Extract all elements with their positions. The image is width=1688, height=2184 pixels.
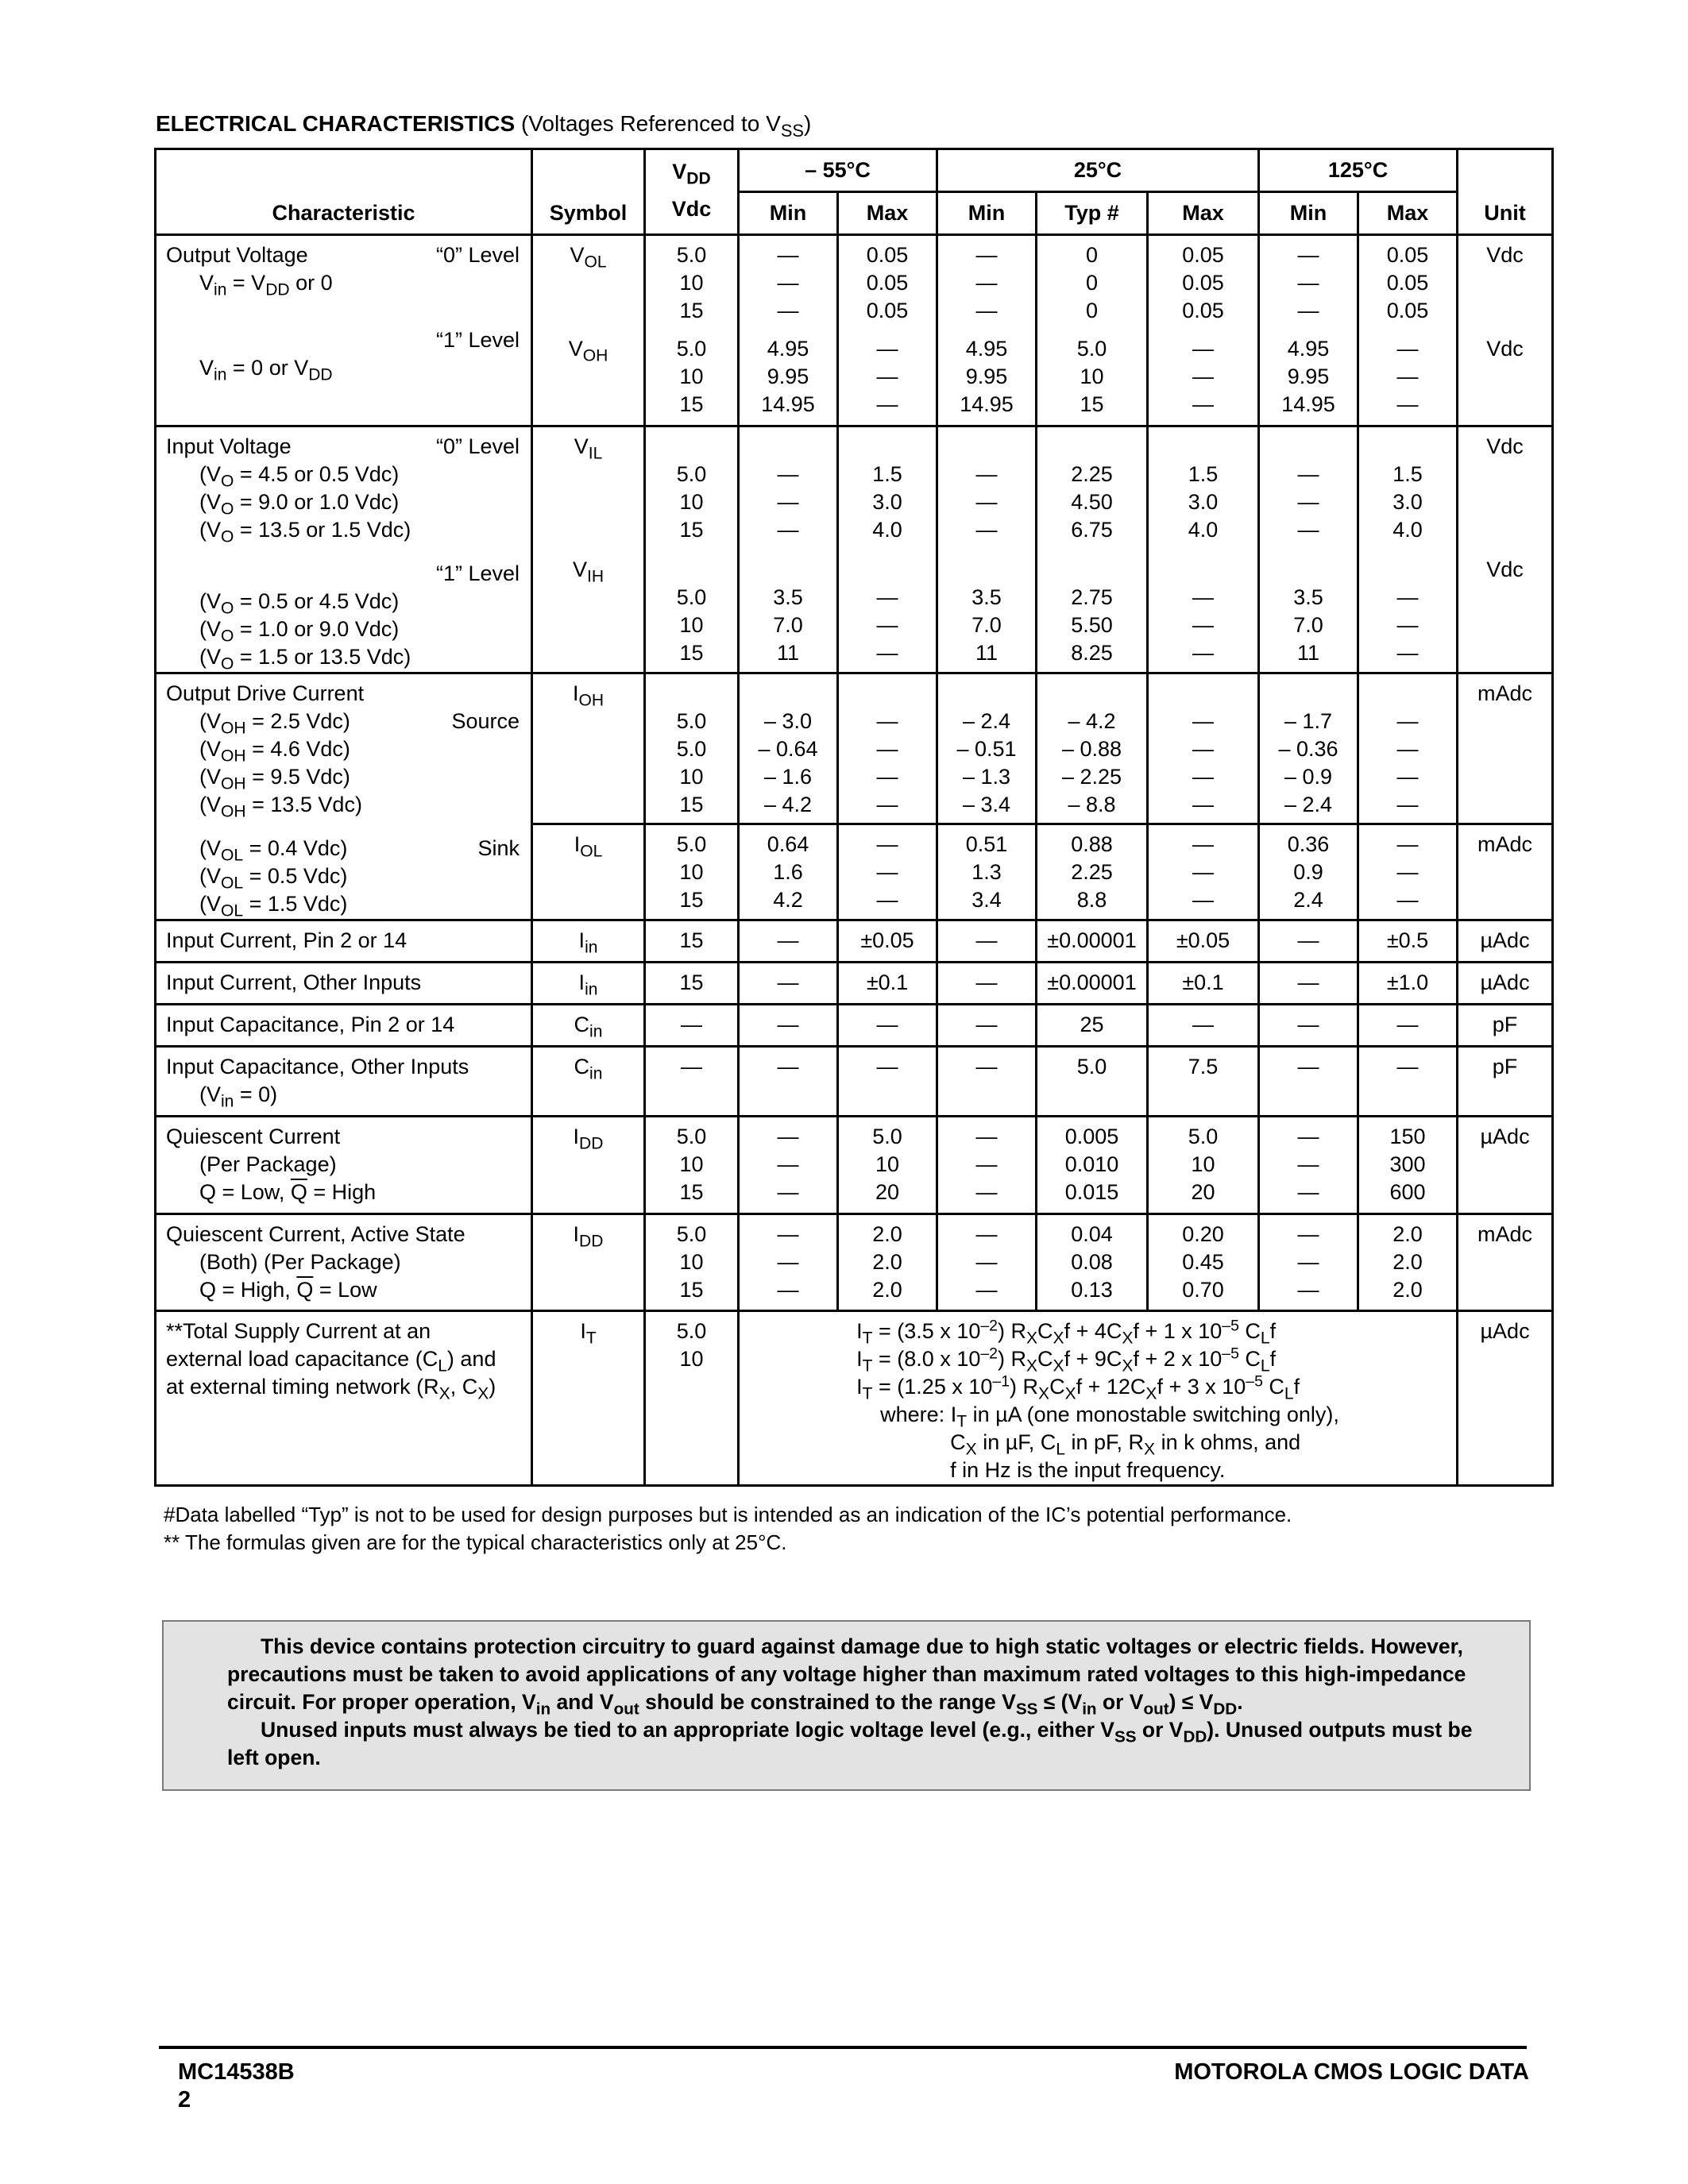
table-cell: 5.0 10 20	[838, 1117, 937, 1214]
table-cell: 1.5 3.0 4.0	[838, 426, 937, 550]
table-cell: µAdc	[1458, 963, 1553, 1005]
protection-notice: This device contains protection circuitry to guard against damage due to high static voltages or electric fields. However, precautions must be taken to avoid applications of any voltage higher than maximum rated voltages to this high-impedance circuit. For proper operation, $V_{in}$ and $V_{out}$ should be constrained to the range $V_{SS} \le (V_{in}$ or $V_{out}) \le V_{DD}$. Unused inputs must always be tied to an appropriate logic voltage level (e.g., either $V_{SS}$ or $V_{DD}$). Unused outputs must be left open.	[162, 1620, 1531, 1791]
table-cell: 3.5 7.0 11	[937, 550, 1037, 673]
table-cell: — — —	[838, 550, 937, 673]
row-input-capacitance-other	[156, 1047, 1553, 1117]
table-cell: 0.36 0.9 2.4	[1259, 824, 1358, 920]
table-cell: $V_{OH}$	[532, 330, 645, 426]
footnotes	[164, 1501, 1292, 1557]
row-total-supply-current	[156, 1311, 1553, 1486]
col-temp-minus55: – 55°C	[739, 149, 937, 192]
table-cell: 0.04 0.08 0.13	[1037, 1214, 1148, 1311]
table-cell: 5.0 5.0 10 15	[645, 673, 739, 824]
row-quiescent-current	[156, 1117, 1553, 1214]
table-cell: — — —	[838, 330, 937, 426]
col-characteristic: Characteristic	[156, 149, 532, 235]
table-cell: ±0.00001	[1037, 963, 1148, 1005]
table-cell: Vdc	[1458, 426, 1553, 550]
table-cell: —	[1259, 963, 1358, 1005]
table-cell: ±0.1	[1148, 963, 1259, 1005]
table-cell: 5.0 10	[645, 1311, 739, 1486]
table-cell: µAdc	[1458, 1311, 1553, 1486]
table-cell: 0.05 0.05 0.05	[1358, 235, 1458, 330]
row-output-voltage-0	[156, 235, 1553, 330]
table-cell: 3.5 7.0 11	[1259, 550, 1358, 673]
table-cell: 5.0 10 15	[645, 824, 739, 920]
table-cell: —	[1358, 1047, 1458, 1117]
table-cell: Quiescent Current (Per Package) Q = Low, $\overline{Q}$ = High	[156, 1117, 532, 1214]
table-cell: Input Capacitance, Other Inputs $(V_{in} = 0)$	[156, 1047, 532, 1117]
table-cell: —	[1259, 920, 1358, 963]
page-number: 2	[178, 2087, 191, 2113]
table-cell: $I_{OH}$	[532, 673, 645, 824]
table-cell: 5.0 10 15	[645, 1117, 739, 1214]
table-cell: $I_{DD}$	[532, 1214, 645, 1311]
col-max125: Max	[1358, 192, 1458, 235]
col-typ25: Typ #	[1037, 192, 1148, 235]
footnote-typ: #Data labelled “Typ” is not to be used for design purposes but is intended as an indication of the IC’s potential performance.	[164, 1503, 1292, 1526]
table-cell: ±1.0	[1358, 963, 1458, 1005]
table-cell: Quiescent Current, Active State (Both) (Per Package) Q = High, $\overline{Q}$ = Low	[156, 1214, 532, 1311]
table-cell: 4.95 9.95 14.95	[1259, 330, 1358, 426]
col-max55: Max	[838, 192, 937, 235]
table-cell: $V_{IL}$	[532, 426, 645, 550]
table-cell: 1.5 3.0 4.0	[1358, 426, 1458, 550]
table-cell: Input Current, Other Inputs	[156, 963, 532, 1005]
table-cell: — — —	[1259, 426, 1358, 550]
table-cell: — — —	[1358, 330, 1458, 426]
table-cell: —	[645, 1005, 739, 1047]
table-cell: – 3.0 – 0.64 – 1.6 – 4.2	[739, 673, 838, 824]
table-cell: mAdc	[1458, 824, 1553, 920]
table-cell: Input Capacitance, Pin 2 or 14	[156, 1005, 532, 1047]
row-input-current-other	[156, 963, 1553, 1005]
table-cell: 15	[645, 920, 739, 963]
table-cell: $C_{in}$	[532, 1005, 645, 1047]
table-cell: —	[838, 1047, 937, 1117]
table-cell: – 4.2 – 0.88 – 2.25 – 8.8	[1037, 673, 1148, 824]
table-cell: mAdc	[1458, 1214, 1553, 1311]
table-cell: 0.64 1.6 4.2	[739, 824, 838, 920]
col-vdd: $V_{DD}$ Vdc	[645, 149, 739, 235]
table-cell: 2.75 5.50 8.25	[1037, 550, 1148, 673]
table-cell: $I_{DD}$	[532, 1117, 645, 1214]
table-cell: — — —	[1358, 824, 1458, 920]
table-cell: —	[1358, 1005, 1458, 1047]
row-input-capacitance-pin	[156, 1005, 1553, 1047]
table-cell: 5.0 10 15	[645, 426, 739, 550]
header-row-1	[156, 149, 1553, 192]
table-cell: 5.0 10 15	[645, 235, 739, 330]
table-cell: – 2.4 – 0.51 – 1.3 – 3.4	[937, 673, 1037, 824]
table-cell: 5.0	[1037, 1047, 1148, 1117]
table-cell: — — —	[937, 1117, 1037, 1214]
table-cell: $I_{in}$	[532, 963, 645, 1005]
table-cell: —	[838, 1005, 937, 1047]
table-cell: —	[1148, 1005, 1259, 1047]
table-cell: 0 0 0	[1037, 235, 1148, 330]
table-cell: — — —	[739, 235, 838, 330]
col-temp-25: 25°C	[937, 149, 1259, 192]
page-title: ELECTRICAL CHARACTERISTICS (Voltages Referenced to $V_{SS}$)	[156, 111, 812, 141]
table-cell: — — —	[1259, 1117, 1358, 1214]
table-cell: Vdc	[1458, 550, 1553, 673]
table-cell: µAdc	[1458, 920, 1553, 963]
table-cell: —	[937, 1047, 1037, 1117]
row-quiescent-current-active	[156, 1214, 1553, 1311]
col-symbol: Symbol	[532, 149, 645, 235]
col-min25: Min	[937, 192, 1037, 235]
table-cell: 2.0 2.0 2.0	[1358, 1214, 1458, 1311]
table-cell: 2.0 2.0 2.0	[838, 1214, 937, 1311]
col-temp-125: 125°C	[1259, 149, 1458, 192]
table-cell: — — —	[1148, 824, 1259, 920]
table-cell: — — —	[1358, 550, 1458, 673]
table-cell: — — —	[937, 426, 1037, 550]
table-cell: —	[739, 1005, 838, 1047]
table-cell: 7.5	[1148, 1047, 1259, 1117]
cell-sym: $V_{OL}$	[532, 235, 645, 330]
table-cell: 5.0 10 15	[645, 330, 739, 426]
table-cell: —	[937, 963, 1037, 1005]
table-cell: $C_{in}$	[532, 1047, 645, 1117]
table-cell: — — —	[838, 824, 937, 920]
table-cell: ±0.5	[1358, 920, 1458, 963]
table-cell: Input Current, Pin 2 or 14	[156, 920, 532, 963]
table-cell: —	[739, 963, 838, 1005]
table-cell: 5.0 10 20	[1148, 1117, 1259, 1214]
table-cell: 0.51 1.3 3.4	[937, 824, 1037, 920]
table-cell: — — — —	[838, 673, 937, 824]
table-cell: — — —	[1148, 550, 1259, 673]
table-cell: 0.05 0.05 0.05	[1148, 235, 1259, 330]
table-cell: — — —	[739, 426, 838, 550]
table-cell: —	[937, 1005, 1037, 1047]
table-cell: — — —	[1148, 330, 1259, 426]
footer-publication: MOTOROLA CMOS LOGIC DATA	[1174, 2059, 1529, 2085]
table-cell: µAdc	[1458, 1117, 1553, 1214]
table-cell: 3.5 7.0 11	[739, 550, 838, 673]
table-cell: $I_{OL}$	[532, 824, 645, 920]
table-cell: — — — —	[1358, 673, 1458, 824]
part-number: MC14538B	[178, 2059, 295, 2085]
table-cell: ±0.1	[838, 963, 937, 1005]
table-cell: — — —	[739, 1117, 838, 1214]
table-cell: 15	[645, 963, 739, 1005]
table-cell: —	[739, 920, 838, 963]
table-cell: — — —	[739, 1214, 838, 1311]
table-cell: $I_{in}$	[532, 920, 645, 963]
col-min55: Min	[739, 192, 838, 235]
table-cell: 0.20 0.45 0.70	[1148, 1214, 1259, 1311]
col-min125: Min	[1259, 192, 1358, 235]
table-cell: — — —	[1259, 235, 1358, 330]
table-cell: ±0.05	[838, 920, 937, 963]
footer-rule	[159, 2046, 1527, 2049]
col-unit: Unit	[1458, 149, 1553, 235]
table-cell: 2.25 4.50 6.75	[1037, 426, 1148, 550]
table-cell: —	[645, 1047, 739, 1117]
col-max25: Max	[1148, 192, 1259, 235]
table-cell: ±0.00001	[1037, 920, 1148, 963]
table-cell: $V_{IH}$	[532, 550, 645, 673]
table-cell: ±0.05	[1148, 920, 1259, 963]
table-cell: —	[1259, 1047, 1358, 1117]
cell-formula: $I_T = (3.5$ x $10^{-2}$) $R_XC_Xf + 4C_Xf + 1$ x $10^{-5}$ $C_Lf$ $I_T = (8.0$ x $10^{-2}$) $R_XC_Xf + 9C_Xf + 2$ x $10^{-5}$ $C_Lf$ $I_T = (1.25$ x $10^{-1}$) $R_XC_Xf + 12C_Xf + 3$ x $10^{-5}$ $C_Lf$ where: $I_T$ in µA (one monostable switching only), $C_X$ in µF, $C_L$ in pF, $R_X$ in k ohms, and f in Hz is the input frequency.	[739, 1311, 1458, 1486]
table-cell: — — — —	[1148, 673, 1259, 824]
row-input-voltage-0	[156, 426, 1553, 550]
table-cell: 0.05 0.05 0.05	[838, 235, 937, 330]
table-cell: — — —	[937, 235, 1037, 330]
table-cell: —	[937, 920, 1037, 963]
table-cell: – 1.7 – 0.36 – 0.9 – 2.4	[1259, 673, 1358, 824]
footnote-formulas: ** The formulas given are for the typical characteristics only at 25°C.	[164, 1530, 787, 1554]
table-cell: Vdc	[1458, 235, 1553, 330]
table-cell: Vdc	[1458, 330, 1553, 426]
table-cell: —	[739, 1047, 838, 1117]
cell-output-drive-char: Output Drive Current ($V_{OH} = 2.5$ Vdc) Source ($V_{OH} = 4.6$ Vdc) ($V_{OH} = 9.5$ Vdc) ($V_{OH} = 13.5$ Vdc) ($V_{OL} = 0.4$ Vdc) Sink ($V_{OL} = 0.5$ Vdc) ($V_{OL} = 1.5$ Vdc)	[156, 673, 532, 920]
table-cell: — — —	[937, 1214, 1037, 1311]
cell-output-voltage-char: Output Voltage “0” Level $V_{in} = V_{DD}$ or 0 “1” Level $V_{in} = 0$ or $V_{DD}$	[156, 235, 532, 426]
table-cell: 4.95 9.95 14.95	[937, 330, 1037, 426]
table-cell: **Total Supply Current at an external load capacitance $(C_L)$ and at external timing network ($R_X$, $C_X$)	[156, 1311, 532, 1486]
table-cell: 0.88 2.25 8.8	[1037, 824, 1148, 920]
table-cell: — — —	[1259, 1214, 1358, 1311]
table-cell: 5.0 10 15	[645, 1214, 739, 1311]
table-cell: 0.005 0.010 0.015	[1037, 1117, 1148, 1214]
table-cell: —	[1259, 1005, 1358, 1047]
table-cell: 5.0 10 15	[1037, 330, 1148, 426]
table-cell: $I_T$	[532, 1311, 645, 1486]
electrical-characteristics-table	[154, 148, 1554, 1487]
table-cell: pF	[1458, 1005, 1553, 1047]
table-cell: 4.95 9.95 14.95	[739, 330, 838, 426]
table-cell: 1.5 3.0 4.0	[1148, 426, 1259, 550]
table-cell: 25	[1037, 1005, 1148, 1047]
row-output-drive-source	[156, 673, 1553, 824]
row-input-current-pin	[156, 920, 1553, 963]
table-cell: mAdc	[1458, 673, 1553, 824]
table-cell: pF	[1458, 1047, 1553, 1117]
table-cell: 5.0 10 15	[645, 550, 739, 673]
footer-left	[178, 2059, 295, 2114]
cell-input-voltage-char: Input Voltage “0” Level ($V_O = 4.5$ or 0.5 Vdc) ($V_O = 9.0$ or 1.0 Vdc) ($V_O = 13.5$ or 1.5 Vdc) “1” Level ($V_O = 0.5$ or 4.5 Vdc) ($V_O = 1.0$ or 9.0 Vdc) ($V_O = 1.5$ or 13.5 Vdc)	[156, 426, 532, 673]
table-cell: 150 300 600	[1358, 1117, 1458, 1214]
